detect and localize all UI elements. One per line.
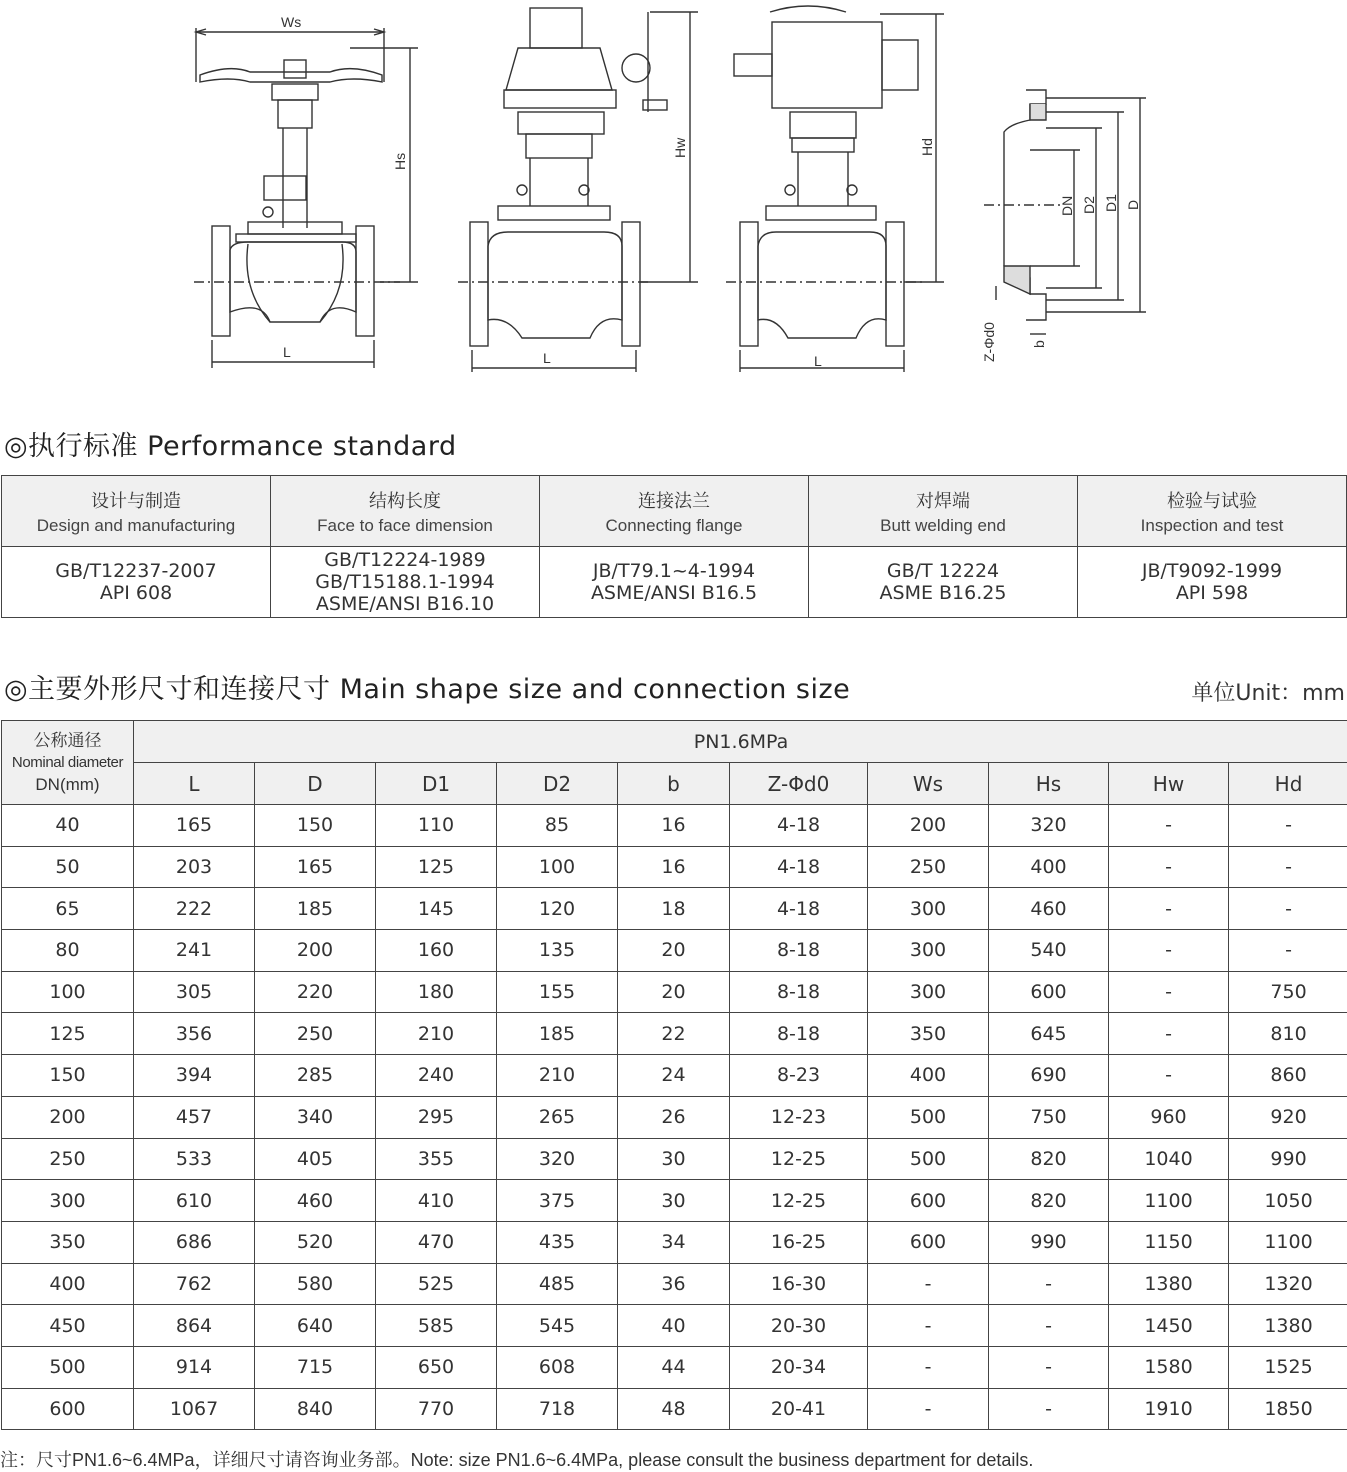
valve-technical-drawings (0, 0, 1347, 400)
value-cell: 250 (868, 846, 989, 888)
value-cell: 585 (376, 1305, 497, 1347)
value-cell: - (989, 1263, 1109, 1305)
dn-cell: 600 (2, 1388, 134, 1430)
value-cell: 185 (255, 888, 376, 930)
value-cell: 120 (497, 888, 618, 930)
table-row (2, 1221, 1347, 1263)
dn-cell: 200 (2, 1096, 134, 1138)
value-cell: 1525 (1229, 1346, 1347, 1388)
value-cell: 4-18 (730, 888, 868, 930)
value-cell: 686 (134, 1221, 255, 1263)
value-cell: 990 (1229, 1138, 1347, 1180)
table-header-row (2, 476, 1347, 547)
value-cell: 8-18 (730, 930, 868, 972)
value-cell: 485 (497, 1263, 618, 1305)
table-header-row (2, 763, 1347, 805)
value-cell: 1380 (1109, 1263, 1229, 1305)
value-cell: 640 (255, 1305, 376, 1347)
value-cell: 718 (497, 1388, 618, 1430)
header-hw: Hw (1109, 763, 1229, 805)
value-cell: 820 (989, 1180, 1109, 1222)
header-hd: Hd (1229, 763, 1347, 805)
value-cell: 320 (989, 805, 1109, 847)
value-cell: 533 (134, 1138, 255, 1180)
value-cell: 1067 (134, 1388, 255, 1430)
value-cell: 715 (255, 1346, 376, 1388)
value-cell: 820 (989, 1138, 1109, 1180)
value-cell: - (989, 1346, 1109, 1388)
performance-standard-table (1, 475, 1347, 618)
header-d2: D2 (497, 763, 618, 805)
value-cell: 16 (618, 805, 730, 847)
value-cell: 16-30 (730, 1263, 868, 1305)
value-cell: 165 (255, 846, 376, 888)
value-cell: 145 (376, 888, 497, 930)
value-cell: - (1229, 846, 1347, 888)
value-cell: 250 (255, 1013, 376, 1055)
header-butt-welding: 对焊端 Butt welding end (809, 476, 1078, 547)
value-cell: 470 (376, 1221, 497, 1263)
value-cell: 1100 (1109, 1180, 1229, 1222)
value-cell: 16-25 (730, 1221, 868, 1263)
value-cell: 305 (134, 971, 255, 1013)
value-cell: 810 (1229, 1013, 1347, 1055)
dim-label-zd0: Z-Φd0 (981, 322, 997, 362)
table-row (2, 1180, 1347, 1222)
value-cell: 610 (134, 1180, 255, 1222)
table-row (2, 1013, 1347, 1055)
value-cell: 914 (134, 1346, 255, 1388)
dim-label-l3: L (814, 353, 822, 369)
value-cell: 30 (618, 1180, 730, 1222)
value-cell: 1150 (1109, 1221, 1229, 1263)
value-cell: 44 (618, 1346, 730, 1388)
table-row (2, 846, 1347, 888)
value-cell: 150 (255, 805, 376, 847)
value-cell: 265 (497, 1096, 618, 1138)
value-cell: 500 (868, 1096, 989, 1138)
sizes-section-title: ◎主要外形尺寸和连接尺寸 Main shape size and connection size (4, 667, 850, 706)
value-cell: 410 (376, 1180, 497, 1222)
dn-cell: 450 (2, 1305, 134, 1347)
header-pressure: PN1.6MPa (134, 721, 1347, 763)
value-cell: - (1109, 930, 1229, 972)
value-cell: - (868, 1388, 989, 1430)
value-cell: 600 (868, 1221, 989, 1263)
value-cell: 300 (868, 930, 989, 972)
value-cell: 1850 (1229, 1388, 1347, 1430)
value-cell: 580 (255, 1263, 376, 1305)
value-cell: 300 (868, 971, 989, 1013)
value-cell: 30 (618, 1138, 730, 1180)
value-cell: 200 (868, 805, 989, 847)
dim-label-dn: DN (1059, 196, 1075, 216)
value-cell: 203 (134, 846, 255, 888)
dim-label-hd: Hd (919, 138, 935, 156)
value-cell: 545 (497, 1305, 618, 1347)
value-butt-welding: GB/T 12224 ASME B16.25 (809, 547, 1078, 618)
value-cell: 350 (868, 1013, 989, 1055)
table-row (2, 1096, 1347, 1138)
value-cell: 608 (497, 1346, 618, 1388)
value-cell: - (1109, 805, 1229, 847)
unit-label: 单位Unit：mm (1191, 676, 1345, 707)
value-cell: 320 (497, 1138, 618, 1180)
value-cell: 340 (255, 1096, 376, 1138)
value-cell: - (1229, 888, 1347, 930)
value-cell: 210 (497, 1055, 618, 1097)
header-design: 设计与制造 Design and manufacturing (2, 476, 271, 547)
header-face-to-face: 结构长度 Face to face dimension (271, 476, 540, 547)
value-cell: 22 (618, 1013, 730, 1055)
gear-valve-drawing (458, 8, 698, 372)
value-cell: 457 (134, 1096, 255, 1138)
value-cell: 690 (989, 1055, 1109, 1097)
value-cell: 36 (618, 1263, 730, 1305)
table-row (2, 1138, 1347, 1180)
dn-cell: 100 (2, 971, 134, 1013)
value-cell: 210 (376, 1013, 497, 1055)
value-cell: 1040 (1109, 1138, 1229, 1180)
electric-valve-drawing (726, 6, 944, 372)
table-row (2, 1388, 1347, 1430)
value-cell: - (989, 1388, 1109, 1430)
value-cell: 8-18 (730, 1013, 868, 1055)
value-cell: 34 (618, 1221, 730, 1263)
value-cell: 240 (376, 1055, 497, 1097)
table-row (2, 1055, 1347, 1097)
value-cell: 762 (134, 1263, 255, 1305)
value-cell: 435 (497, 1221, 618, 1263)
value-cell: 20-30 (730, 1305, 868, 1347)
value-cell: 355 (376, 1138, 497, 1180)
dn-cell: 400 (2, 1263, 134, 1305)
table-row (2, 1346, 1347, 1388)
table-row (2, 1305, 1347, 1347)
header-d1: D1 (376, 763, 497, 805)
dimension-table (1, 720, 1347, 1430)
value-cell: 1100 (1229, 1221, 1347, 1263)
value-cell: - (1229, 805, 1347, 847)
value-cell: 160 (376, 930, 497, 972)
dn-cell: 80 (2, 930, 134, 972)
dim-label-ws: Ws (281, 14, 301, 30)
dn-cell: 150 (2, 1055, 134, 1097)
value-cell: 394 (134, 1055, 255, 1097)
value-cell: - (1109, 1013, 1229, 1055)
value-cell: 8-23 (730, 1055, 868, 1097)
value-cell: 405 (255, 1138, 376, 1180)
value-cell: 40 (618, 1305, 730, 1347)
value-cell: 1380 (1229, 1305, 1347, 1347)
value-cell: 8-18 (730, 971, 868, 1013)
dim-label-hs: Hs (392, 153, 408, 170)
value-cell: 300 (868, 888, 989, 930)
value-cell: 750 (989, 1096, 1109, 1138)
value-cell: 356 (134, 1013, 255, 1055)
value-cell: 400 (868, 1055, 989, 1097)
value-cell: - (1109, 846, 1229, 888)
value-cell: 180 (376, 971, 497, 1013)
value-cell: 241 (134, 930, 255, 972)
value-cell: 864 (134, 1305, 255, 1347)
value-cell: 100 (497, 846, 618, 888)
value-design: GB/T12237-2007 API 608 (2, 547, 271, 618)
value-cell: 1050 (1229, 1180, 1347, 1222)
value-cell: 460 (989, 888, 1109, 930)
value-cell: 26 (618, 1096, 730, 1138)
value-cell: - (1229, 930, 1347, 972)
value-cell: 1320 (1229, 1263, 1347, 1305)
value-cell: 960 (1109, 1096, 1229, 1138)
header-inspection: 检验与试验 Inspection and test (1078, 476, 1347, 547)
value-cell: 375 (497, 1180, 618, 1222)
value-cell: 135 (497, 930, 618, 972)
value-cell: 520 (255, 1221, 376, 1263)
value-cell: 1910 (1109, 1388, 1229, 1430)
value-cell: 285 (255, 1055, 376, 1097)
header-flange: 连接法兰 Connecting flange (540, 476, 809, 547)
value-cell: 220 (255, 971, 376, 1013)
header-nominal-diameter: 公称通径 Nominal diameter DN(mm) (2, 721, 134, 805)
footnote: 注：尺寸PN1.6~6.4MPa，详细尺寸请咨询业务部。Note: size PN1.6~6.4MPa, please consult the business department for details. (0, 1446, 1033, 1472)
dim-label-l2: L (543, 350, 551, 366)
value-cell: 12-25 (730, 1180, 868, 1222)
value-cell: 860 (1229, 1055, 1347, 1097)
table-row (2, 971, 1347, 1013)
dn-cell: 65 (2, 888, 134, 930)
table-row (2, 888, 1347, 930)
value-cell: 24 (618, 1055, 730, 1097)
value-cell: 20 (618, 971, 730, 1013)
dim-label-d1: D1 (1103, 194, 1119, 212)
table-row (2, 805, 1347, 847)
value-cell: 4-18 (730, 805, 868, 847)
value-cell: 295 (376, 1096, 497, 1138)
value-cell: - (989, 1305, 1109, 1347)
header-b: b (618, 763, 730, 805)
dn-cell: 300 (2, 1180, 134, 1222)
value-cell: 20-34 (730, 1346, 868, 1388)
value-cell: 4-18 (730, 846, 868, 888)
value-cell: 85 (497, 805, 618, 847)
value-cell: - (868, 1346, 989, 1388)
value-cell: 110 (376, 805, 497, 847)
handwheel-valve-drawing (194, 28, 418, 368)
value-cell: 770 (376, 1388, 497, 1430)
value-inspection: JB/T9092-1999 API 598 (1078, 547, 1347, 618)
value-cell: 600 (989, 971, 1109, 1013)
value-cell: 920 (1229, 1096, 1347, 1138)
dim-label-b: b (1031, 340, 1047, 348)
header-z-d0: Z-Φd0 (730, 763, 868, 805)
header-l: L (134, 763, 255, 805)
value-cell: 400 (989, 846, 1109, 888)
value-cell: 525 (376, 1263, 497, 1305)
value-flange: JB/T79.1~4-1994 ASME/ANSI B16.5 (540, 547, 809, 618)
dim-label-d2: D2 (1081, 196, 1097, 214)
table-row (2, 930, 1347, 972)
dim-label-l: L (283, 344, 291, 360)
value-cell: 500 (868, 1138, 989, 1180)
value-cell: 200 (255, 930, 376, 972)
value-cell: 155 (497, 971, 618, 1013)
value-cell: 990 (989, 1221, 1109, 1263)
value-cell: 460 (255, 1180, 376, 1222)
value-cell: 20 (618, 930, 730, 972)
value-cell: 222 (134, 888, 255, 930)
value-cell: - (868, 1263, 989, 1305)
dn-cell: 50 (2, 846, 134, 888)
table-row (2, 547, 1347, 618)
header-ws: Ws (868, 763, 989, 805)
value-cell: 185 (497, 1013, 618, 1055)
dim-label-d: D (1125, 200, 1141, 210)
value-cell: - (1109, 971, 1229, 1013)
table-header-row (2, 721, 1347, 763)
value-cell: 600 (868, 1180, 989, 1222)
value-cell: 125 (376, 846, 497, 888)
header-d: D (255, 763, 376, 805)
value-cell: 540 (989, 930, 1109, 972)
value-cell: 12-25 (730, 1138, 868, 1180)
value-cell: 650 (376, 1346, 497, 1388)
performance-section-title: ◎执行标准 Performance standard (4, 424, 457, 463)
value-cell: 16 (618, 846, 730, 888)
value-face-to-face: GB/T12224-1989 GB/T15188.1-1994 ASME/ANSI B16.10 (271, 547, 540, 618)
dn-cell: 40 (2, 805, 134, 847)
value-cell: 12-23 (730, 1096, 868, 1138)
value-cell: - (1109, 888, 1229, 930)
value-cell: 48 (618, 1388, 730, 1430)
dn-cell: 500 (2, 1346, 134, 1388)
value-cell: 645 (989, 1013, 1109, 1055)
dn-cell: 350 (2, 1221, 134, 1263)
header-hs: Hs (989, 763, 1109, 805)
dn-cell: 125 (2, 1013, 134, 1055)
value-cell: - (1109, 1055, 1229, 1097)
value-cell: 840 (255, 1388, 376, 1430)
value-cell: - (868, 1305, 989, 1347)
value-cell: 1450 (1109, 1305, 1229, 1347)
value-cell: 750 (1229, 971, 1347, 1013)
value-cell: 1580 (1109, 1346, 1229, 1388)
value-cell: 20-41 (730, 1388, 868, 1430)
value-cell: 165 (134, 805, 255, 847)
dn-cell: 250 (2, 1138, 134, 1180)
value-cell: 18 (618, 888, 730, 930)
table-row (2, 1263, 1347, 1305)
dim-label-hw: Hw (672, 137, 688, 158)
